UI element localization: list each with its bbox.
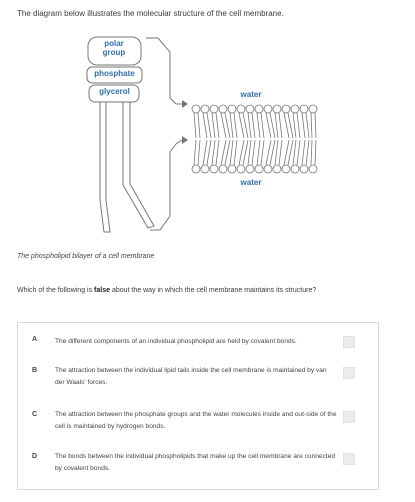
option-text: The bonds between the individual phospholipids that make up the cell membrane are connected by covalent bonds. [55,453,336,472]
polar-group-label [90,39,138,57]
polar-label-line2: group [102,48,126,57]
option-checkbox[interactable] [343,411,355,423]
answer-options [17,322,379,490]
water-label-top: water [240,90,262,99]
phosphate-label: phosphate [94,69,135,78]
question-emphasis: false [94,287,111,294]
option-letter: A [32,336,38,343]
option-c[interactable] [18,405,378,447]
option-letter: D [32,453,38,460]
option-b[interactable] [18,361,378,403]
option-checkbox[interactable] [343,453,355,465]
question-text [17,287,316,294]
glycerol-label: glycerol [99,87,130,96]
water-label-bottom: water [240,178,262,187]
option-letter: B [32,367,38,374]
question-suffix: about the way in which the cell membrane maintains its structure? [110,287,317,294]
option-text: The different components of an individual phospholipid are held by covalent bonds. [55,338,297,345]
option-letter: C [32,411,38,418]
polar-label-line1: polar [104,39,124,48]
option-a[interactable] [18,329,378,359]
option-text: The attraction between the phosphate groups and the water molecules inside and out-side of the cell is maintained by hydrogen bonds. [55,411,337,430]
question-prefix: Which of the following is [17,287,95,294]
intro-text: The diagram below illustrates the molecular structure of the cell membrane. [17,9,284,18]
option-text: The attraction between the individual lipid tails inside the cell membrane is maintained by van der Waals' forces. [55,367,327,386]
option-checkbox[interactable] [343,367,355,379]
option-d[interactable] [18,447,378,489]
option-checkbox[interactable] [343,336,355,348]
figure-caption: The phospholipid bilayer of a cell membrane [17,253,155,260]
